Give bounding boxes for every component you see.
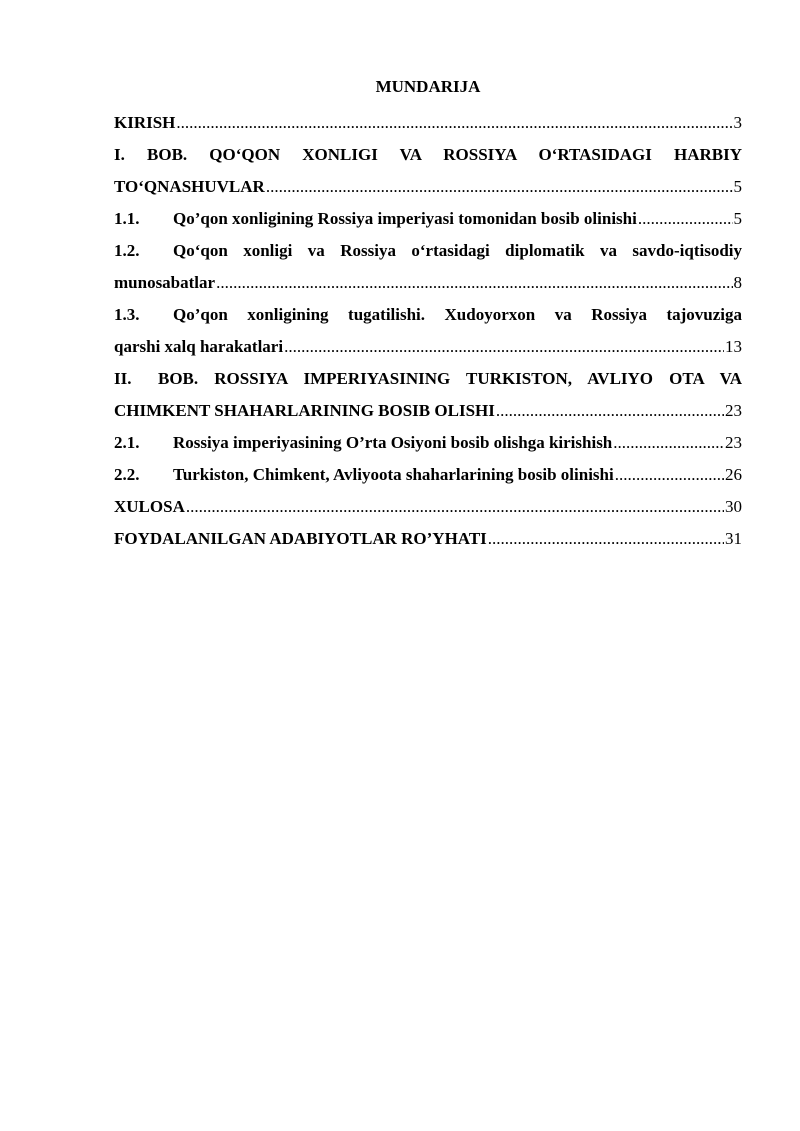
- toc-entry-1-1[interactable]: [114, 203, 742, 235]
- toc-entry-text: munosabatlar: [114, 273, 216, 292]
- table-of-contents: [114, 107, 742, 555]
- toc-page-number: 5: [733, 177, 742, 196]
- dot-leader: [186, 491, 724, 523]
- toc-entry-number: 1.2.: [114, 241, 140, 260]
- toc-entry-kirish[interactable]: [114, 107, 742, 139]
- toc-entry-text: Qo’qon xonligining Rossiya imperiyasi tomonidan bosib olinishi: [173, 209, 637, 228]
- toc-entry-number: 2.1.: [114, 433, 140, 452]
- dot-leader: [496, 395, 724, 427]
- toc-page-number: 26: [725, 465, 742, 484]
- dot-leader: [613, 427, 724, 459]
- toc-page-number: 30: [725, 497, 742, 516]
- toc-entry-chapter-1[interactable]: [114, 139, 742, 203]
- toc-entry-text: BOB. ROSSIYA IMPERIYASINING TURKISTON, AVLIYO OTA VA: [158, 369, 742, 388]
- toc-entry-number: 1.1.: [114, 209, 140, 228]
- dot-leader: [266, 171, 733, 203]
- dot-leader: [176, 107, 732, 139]
- toc-entry-text: Qo’qon xonligining tugatilishi. Xudoyorxon va Rossiya tajovuziga: [173, 305, 742, 324]
- toc-entry-text: FOYDALANILGAN ADABIYOTLAR RO’YHATI: [114, 529, 487, 548]
- toc-page-number: 13: [725, 337, 742, 356]
- toc-entry-1-3[interactable]: [114, 299, 742, 363]
- toc-entry-text: CHIMKENT SHAHARLARINING BOSIB OLISHI: [114, 401, 495, 420]
- dot-leader: [216, 267, 732, 299]
- toc-entry-text: Rossiya imperiyasining O’rta Osiyoni bosib olishga kirishish: [173, 433, 613, 452]
- dot-leader: [615, 459, 724, 491]
- toc-page-number: 23: [725, 433, 742, 452]
- toc-entry-2-2[interactable]: [114, 459, 742, 491]
- toc-entry-text: Qo‘qon xonligi va Rossiya o‘rtasidagi diplomatik va savdo-iqtisodiy: [173, 241, 742, 260]
- dot-leader: [284, 331, 724, 363]
- toc-entry-text: KIRISH: [114, 113, 176, 132]
- toc-page-number: 8: [733, 273, 742, 292]
- dot-leader: [638, 203, 733, 235]
- toc-entry-xulosa[interactable]: [114, 491, 742, 523]
- toc-entry-text: TO‘QNASHUVLAR: [114, 177, 265, 196]
- toc-entry-number: 2.2.: [114, 465, 140, 484]
- toc-entry-number: 1.3.: [114, 305, 140, 324]
- toc-page-number: 3: [733, 113, 742, 132]
- toc-entry-text: I. BOB. QO‘QON XONLIGI VA ROSSIYA O‘RTASIDAGI HARBIY: [114, 145, 742, 164]
- toc-title: MUNDARIJA: [375, 77, 481, 96]
- toc-entry-text: XULOSA: [114, 497, 185, 516]
- toc-page-number: 5: [733, 209, 742, 228]
- toc-entry-text: qarshi xalq harakatlari: [114, 337, 284, 356]
- toc-entry-references[interactable]: [114, 523, 742, 555]
- toc-page-number: 23: [725, 401, 742, 420]
- toc-page-number: 31: [725, 529, 742, 548]
- toc-entry-2-1[interactable]: [114, 427, 742, 459]
- dot-leader: [488, 523, 724, 555]
- toc-entry-1-2[interactable]: [114, 235, 742, 299]
- toc-entry-text: Turkiston, Chimkent, Avliyoota shaharlarining bosib olinishi: [173, 465, 614, 484]
- toc-entry-chapter-2[interactable]: [114, 363, 742, 427]
- toc-entry-number: II.: [114, 369, 132, 388]
